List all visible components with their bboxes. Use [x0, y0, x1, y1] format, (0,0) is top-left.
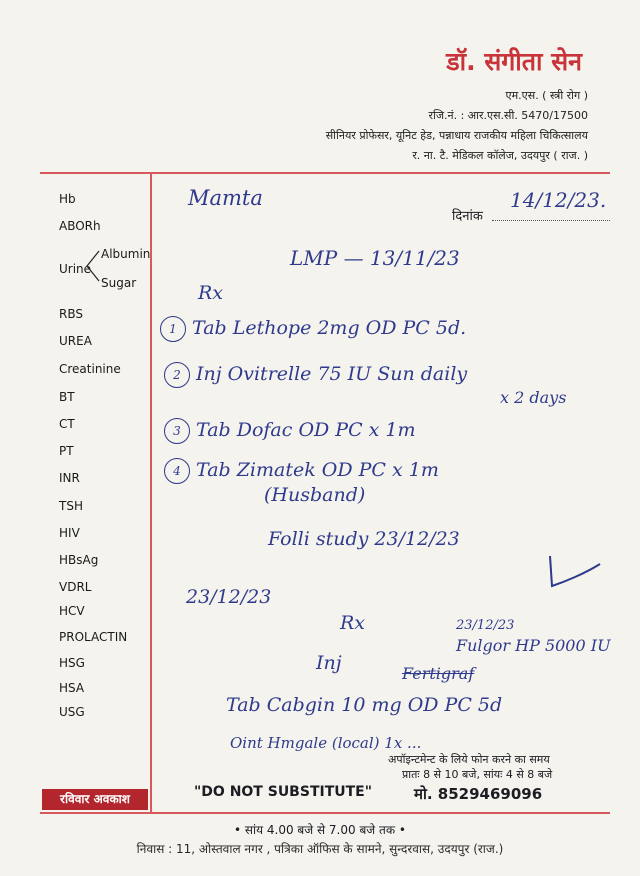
inj-label: Inj: [316, 652, 342, 674]
item-number-4: 4: [164, 458, 190, 484]
test-hb: Hb: [59, 192, 76, 206]
test-bt: BT: [59, 390, 75, 404]
phone-number: मो. 8529469096: [414, 785, 543, 803]
designation: सीनियर प्रोफेसर, यूनिट हेड, पन्नाधाय राजकीय महिला चिकित्सालय: [325, 129, 588, 142]
test-aborh: ABORh: [59, 219, 101, 233]
patient-name: Mamta: [188, 186, 263, 210]
registration-number: रजि.नं. : आर.एस.सी. 5470/17500: [428, 109, 588, 122]
test-hiv: HIV: [59, 526, 80, 540]
rx-symbol-1: Rx: [198, 282, 224, 304]
footer-divider: [40, 812, 610, 814]
appointment-info: [388, 752, 552, 782]
do-not-substitute: "DO NOT SUBSTITUTE": [194, 784, 373, 800]
date-label: दिनांक: [452, 209, 483, 224]
test-hbsag: HBsAg: [59, 553, 99, 567]
doctor-name: डॉ. संगीता सेन: [446, 47, 582, 76]
med-1-text: Tab Lethope 2mg OD PC 5d.: [192, 317, 467, 339]
test-urine: Urine: [59, 262, 92, 276]
med-2-duration: x 2 days: [500, 388, 567, 407]
test-albumin: Albumin: [101, 247, 151, 261]
test-ct: CT: [59, 417, 75, 431]
med-2-text: Inj Ovitrelle 75 IU Sun daily: [196, 363, 468, 385]
test-prolactin: PROLACTIN: [59, 630, 128, 644]
college-address: र. ना. टै. मेडिकल कॉलेज, उदयपुर ( राज. ): [412, 149, 588, 162]
test-usg: USG: [59, 705, 85, 719]
test-urea: UREA: [59, 334, 92, 348]
fulgor-injection: Fulgor HP 5000 IU: [456, 636, 611, 655]
item-number-2: 2: [164, 362, 190, 388]
residence-address: निवास : 11, ओस्तवाल नगर , पत्रिका ऑफिस के सामने, सुन्दरवास, उदयपुर (राज.): [136, 842, 504, 856]
test-rbs: RBS: [59, 307, 83, 321]
lmp-note: LMP — 13/11/23: [290, 246, 460, 270]
sidebar-divider: [150, 174, 152, 814]
test-pt: PT: [59, 444, 74, 458]
test-vdrl: VDRL: [59, 580, 92, 594]
item-number-1: 1: [160, 316, 186, 342]
tab-cabgin: Tab Cabgin 10 mg OD PC 5d: [226, 694, 503, 716]
urine-brace-icon: [85, 249, 101, 283]
rx-symbol-2: Rx: [340, 612, 366, 634]
test-hsg: HSG: [59, 656, 85, 670]
visit-date: 14/12/23.: [510, 188, 607, 212]
test-creatinine: Creatinine: [59, 362, 121, 376]
date-line: [492, 220, 610, 221]
prescription-1: [160, 316, 466, 342]
test-inr: INR: [59, 471, 80, 485]
test-hsa: HSA: [59, 681, 85, 695]
prescription-4: [164, 458, 439, 484]
test-tsh: TSH: [59, 499, 83, 513]
med-4-text: Tab Zimatek OD PC x 1m: [196, 459, 439, 481]
signature-stroke: [544, 552, 604, 592]
prescription-3: [164, 418, 416, 444]
test-hcv: HCV: [59, 604, 85, 618]
evening-hours: • सांय 4.00 बजे से 7.00 बजे तक •: [234, 823, 406, 837]
appointment-title: अपॉइन्टमेन्ट के लिये फोन करने का समय: [388, 753, 550, 766]
med-3-text: Tab Dofac OD PC x 1m: [196, 419, 416, 441]
followup-date: 23/12/23: [186, 586, 272, 608]
prescription-2: [164, 362, 467, 388]
test-sugar: Sugar: [101, 276, 137, 290]
appointment-time: प्रातः 8 से 10 बजे, सांयः 4 से 8 बजे: [402, 768, 553, 781]
struck-injection: Fertigraf: [402, 664, 475, 683]
header-divider: [40, 172, 610, 174]
qualification: एम.एस. ( स्त्री रोग ): [505, 89, 588, 102]
sunday-off-badge: रविवार अवकाश: [42, 789, 148, 810]
date-note-3: 23/12/23: [456, 618, 515, 633]
ointment-note: Oint Hmgale (local) 1x ...: [230, 734, 422, 752]
folli-study-note: Folli study 23/12/23: [268, 528, 460, 550]
item-number-3: 3: [164, 418, 190, 444]
med-4-note: (Husband): [264, 484, 366, 506]
